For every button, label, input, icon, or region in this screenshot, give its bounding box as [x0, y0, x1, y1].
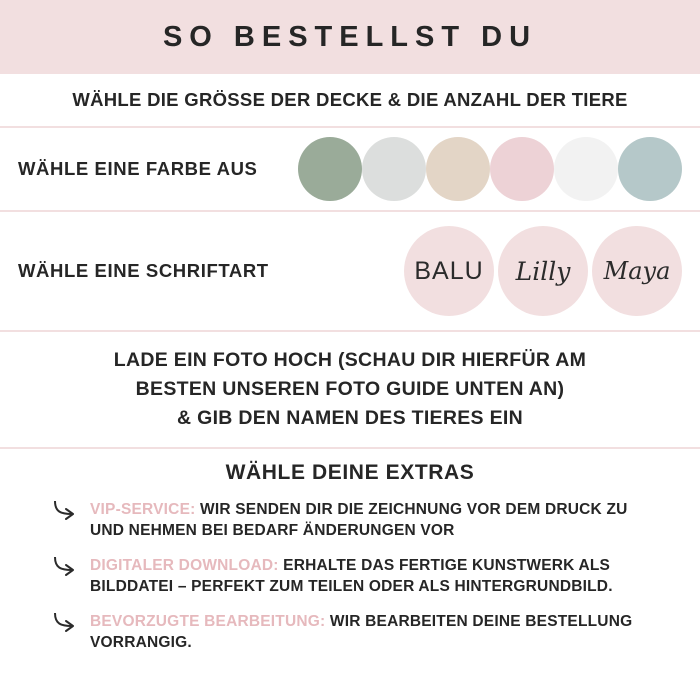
extra-description-digital-download: ERHALTE DAS FERTIGE KUNSTWERK ALS BILDDATEI – PERFEKT ZUM TEILEN ODER ALS HINTERGRUNDBILD.	[90, 557, 613, 595]
extra-text-vip-service	[90, 499, 660, 541]
extra-description-priority-processing: WIR BEARBEITEN DEINE BESTELLUNG VORRANGIG.	[90, 613, 633, 651]
extra-name-vip-service: VIP-SERVICE:	[90, 501, 196, 518]
extra-description-vip-service: WIR SENDEN DIR DIE ZEICHNUNG VOR DEM DRUCK ZU UND NEHMEN BEI BEDARF ÄNDERUNGEN VOR	[90, 501, 628, 539]
extra-item-vip-service	[0, 499, 700, 541]
step-font-label: WÄHLE EINE SCHRIFTART	[18, 260, 269, 281]
font-option-maya[interactable]	[592, 226, 682, 316]
color-swatch-beige[interactable]	[426, 137, 490, 201]
color-swatch-off-white[interactable]	[554, 137, 618, 201]
step-extras-title: WÄHLE DEINE EXTRAS	[225, 461, 475, 484]
font-option-lilly[interactable]	[498, 226, 588, 316]
curved-arrow-icon	[52, 499, 78, 521]
curved-arrow-icon	[52, 555, 78, 577]
step-size-label: WÄHLE DIE GRÖSSE DER DECKE & DIE ANZAHL DER TIERE	[72, 89, 628, 110]
step-photo-line-3: & GIB DEN NAMEN DES TIERES EIN	[177, 407, 523, 429]
step-photo	[0, 332, 700, 449]
page-header	[0, 0, 700, 74]
color-swatch-group	[298, 137, 682, 201]
step-color-label: WÄHLE EINE FARBE AUS	[18, 158, 258, 179]
font-sample-lilly: Lilly	[515, 256, 571, 286]
color-swatch-light-grey[interactable]	[362, 137, 426, 201]
step-font	[0, 212, 700, 332]
font-sample-maya: Maya	[603, 257, 671, 285]
color-swatch-sage-green[interactable]	[298, 137, 362, 201]
color-swatch-dusty-blue[interactable]	[618, 137, 682, 201]
step-photo-line-1: LADE EIN FOTO HOCH (SCHAU DIR HIERFÜR AM	[113, 349, 587, 371]
curved-arrow-icon	[52, 611, 78, 633]
extra-name-priority-processing: BEVORZUGTE BEARBEITUNG:	[90, 613, 326, 630]
step-color	[0, 128, 700, 212]
step-extras	[0, 449, 700, 700]
step-photo-line-2: BESTEN UNSEREN FOTO GUIDE UNTEN AN)	[135, 378, 565, 400]
extra-text-priority-processing	[90, 611, 660, 653]
extra-text-digital-download	[90, 555, 660, 597]
font-sample-balu: BALU	[414, 256, 484, 285]
extra-item-priority-processing	[0, 611, 700, 653]
font-option-balu[interactable]	[404, 226, 494, 316]
font-option-group	[404, 226, 682, 316]
page-title: SO BESTELLST DU	[162, 20, 538, 53]
extra-item-digital-download	[0, 555, 700, 597]
color-swatch-blush-pink[interactable]	[490, 137, 554, 201]
extra-name-digital-download: DIGITALER DOWNLOAD:	[90, 557, 279, 574]
step-size	[0, 74, 700, 128]
